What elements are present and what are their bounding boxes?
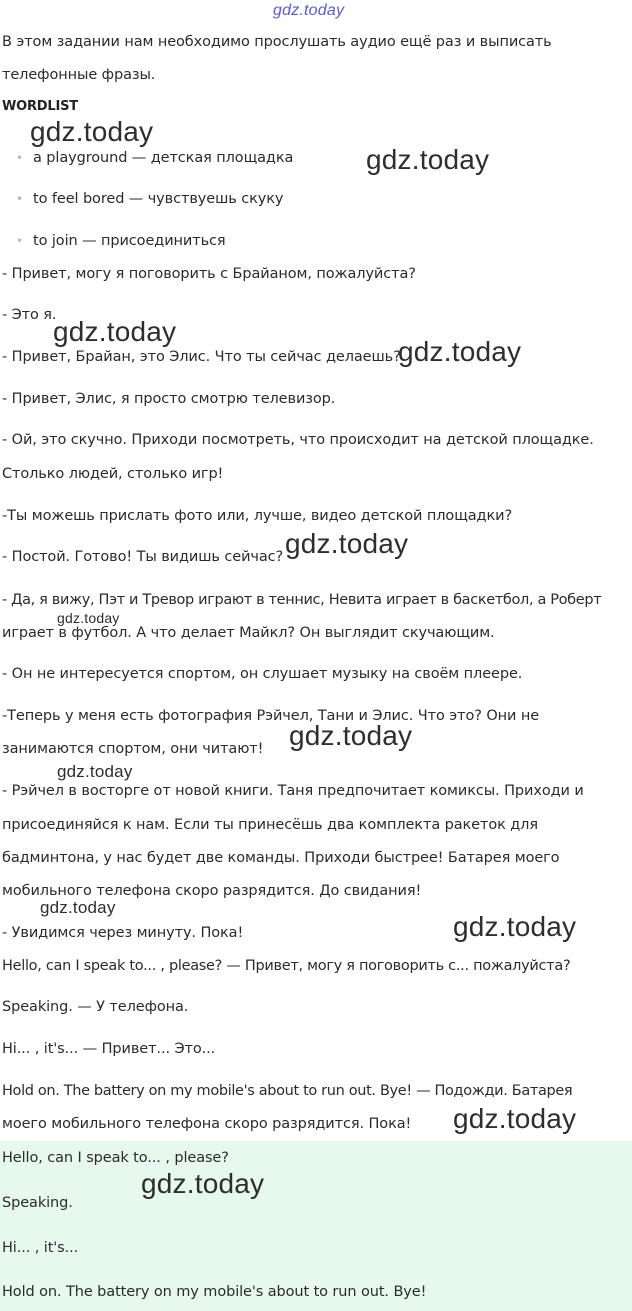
watermark: gdz.today <box>141 1168 265 1199</box>
dialogue-line: - Он не интересуется спортом, он слушает музыку на своём плеере. <box>2 666 523 682</box>
phrase-line: Speaking. — У телефона. <box>2 999 189 1015</box>
dialogue-line: - Привет, Элис, я просто смотрю телевизор. <box>2 391 336 407</box>
dialogue-line: - Привет, могу я поговорить с Брайаном, пожалуйста? <box>2 266 416 282</box>
dialogue-line: - Рэйчел в восторге от новой книги. Таня предпочитает комиксы. Приходи и <box>2 783 584 799</box>
wordlist-heading: WORDLIST <box>2 99 78 114</box>
dialogue-line: - Увидимся через минуту. Пока! <box>2 925 244 941</box>
intro-text: телефонные фразы. <box>2 67 156 83</box>
watermark: gdz.today <box>40 898 116 917</box>
answer-line: Hi... , it's... <box>2 1240 79 1256</box>
watermark: gdz.today <box>453 1103 577 1134</box>
wordlist-item: • to feel bored — чувствуешь скуку <box>18 191 283 207</box>
dialogue-line: играет в футбол. А что делает Майкл? Он выглядит скучающим. <box>2 625 495 641</box>
watermark: gdz.today <box>273 2 345 19</box>
watermark: gdz.today <box>398 336 522 367</box>
watermark: gdz.today <box>57 610 120 626</box>
answer-line: Hello, can I speak to... , please? <box>2 1150 229 1166</box>
answer-line: Hold on. The battery on my mobile's about to run out. Bye! <box>2 1284 427 1300</box>
watermark: gdz.today <box>57 762 133 781</box>
dialogue-line: - Да, я вижу, Пэт и Тревор играют в теннис, Невита играет в баскетбол, а Роберт <box>2 592 602 608</box>
dialogue-line: бадминтона, у нас будет две команды. Приходи быстрее! Батарея моего <box>2 850 560 866</box>
watermark: gdz.today <box>53 316 177 347</box>
dialogue-line: присоединяйся к нам. Если ты принесёшь два комплекта ракеток для <box>2 817 538 833</box>
watermark: gdz.today <box>453 911 577 942</box>
dialogue-line: - Привет, Брайан, это Элис. Что ты сейчас делаешь? <box>2 349 401 365</box>
dialogue-line: - Ой, это скучно. Приходи посмотреть, что происходит на детской площадке. <box>2 432 594 448</box>
dialogue-line: - Постой. Готово! Ты видишь сейчас? <box>2 549 284 565</box>
phrase-line: Hold on. The battery on my mobile's about to run out. Bye! — Подожди. Батарея <box>2 1083 573 1099</box>
dialogue-line: - Это я. <box>2 307 57 323</box>
watermark: gdz.today <box>289 720 413 751</box>
wordlist-item: • a playground — детская площадка <box>18 150 293 166</box>
dialogue-line: занимаются спортом, они читают! <box>2 741 264 757</box>
phrase-line: моего мобильного телефона скоро разрядится. Пока! <box>2 1116 412 1132</box>
dialogue-line: -Теперь у меня есть фотография Рэйчел, Тани и Элис. Что это? Они не <box>2 708 540 724</box>
wordlist-item: • to join — присоединиться <box>18 233 226 249</box>
answer-line: Speaking. <box>2 1195 73 1211</box>
dialogue-line: -Ты можешь прислать фото или, лучше, видео детской площадки? <box>2 508 513 524</box>
phrase-line: Hello, can I speak to... , please? — Привет, могу я поговорить с... пожалуйста? <box>2 958 571 974</box>
dialogue-line: мобильного телефона скоро разрядится. До свидания! <box>2 883 422 899</box>
watermark: gdz.today <box>30 116 154 147</box>
dialogue-line: Столько людей, столько игр! <box>2 466 224 482</box>
intro-text: В этом задании нам необходимо прослушать аудио ещё раз и выписать <box>2 34 552 50</box>
phrase-line: Hi... , it's... — Привет... Это... <box>2 1041 216 1057</box>
watermark: gdz.today <box>285 528 409 559</box>
watermark: gdz.today <box>366 144 490 175</box>
